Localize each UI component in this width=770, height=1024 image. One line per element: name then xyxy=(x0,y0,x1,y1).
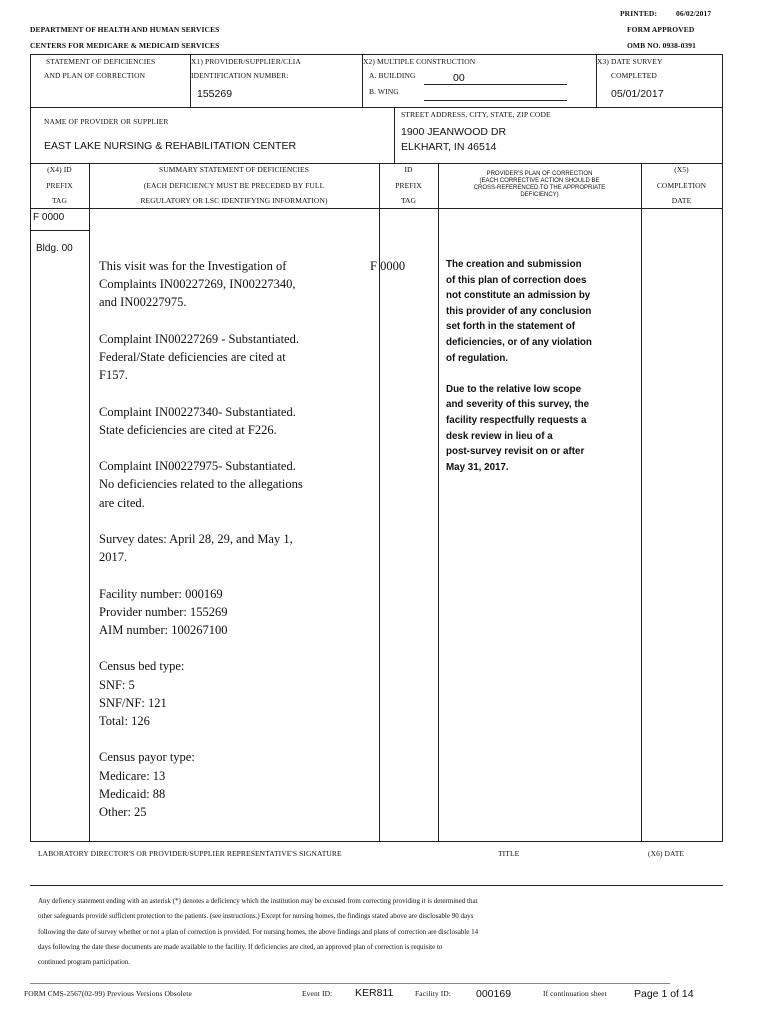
x2-label: X2) MULTIPLE CONSTRUCTION xyxy=(363,57,476,66)
plan-header-3: CROSS-REFERENCED TO THE APPROPRIATE xyxy=(473,185,606,191)
disclaimer xyxy=(38,894,478,970)
id-header-3: TAG xyxy=(400,196,417,205)
summary-header-2: (EACH DEFICIENCY MUST BE PRECEDED BY FULL xyxy=(143,181,325,190)
summary-header-1: SUMMARY STATEMENT OF DEFICIENCIES xyxy=(158,165,309,174)
summary-header-3: REGULATORY OR LSC IDENTIFYING INFORMATION) xyxy=(140,196,328,205)
survey-completed-date: 05/01/2017 xyxy=(611,88,664,100)
plan-header-1: PROVIDER'S PLAN OF CORRECTION xyxy=(486,171,593,177)
x3-label-2: COMPLETED xyxy=(611,71,657,80)
plan-header-2: (EACH CORRECTIVE ACTION SHOULD BE xyxy=(479,178,600,184)
x5-header-2: COMPLETION xyxy=(656,181,707,190)
x4-header-1: (X4) ID xyxy=(47,165,72,174)
form-approved: FORM APPROVED xyxy=(627,25,695,34)
signature-label: LABORATORY DIRECTOR'S OR PROVIDER/SUPPLIER REPRESENTATIVE'S SIGNATURE xyxy=(38,849,342,858)
disclaimer-line: other safeguards provide sufficient protection to the patients. (see instructions.) Except for nursing homes, the findings stated above are disclosable 90 days xyxy=(38,912,474,921)
address-line-2: ELKHART, IN 46514 xyxy=(401,141,497,153)
plan-of-correction: The creation and submission of this plan of correction does not constitute an admission by this provider of any conclusion set forth in the statement of deficiencies, or of any violation of regulation. Due to the relative low scope and severity of this survey, the facility respectfully requests a desk review in lieu of a post-survey revisit on or after May 31, 2017. xyxy=(446,259,592,473)
prefix-tag: F 0000 xyxy=(33,212,65,223)
department-title: DEPARTMENT OF HEALTH AND HUMAN SERVICES xyxy=(30,25,220,34)
id-header-1: ID xyxy=(404,165,413,174)
id-header-2: PREFIX xyxy=(395,181,422,190)
disclaimer-line: Any defiency statement ending with an asterisk (*) denotes a deficiency which the institution may be excused from correcting providing it is determined that xyxy=(38,897,478,905)
x3-label-1: X3) DATE SURVEY xyxy=(597,57,663,66)
x1-label-2: IDENTIFICATION NUMBER: xyxy=(191,71,289,80)
address-line-1: 1900 JEANWOOD DR xyxy=(401,126,507,138)
provider-id-number: 155269 xyxy=(197,88,233,100)
summary-statement: This visit was for the Investigation of Complaints IN00227269, IN00227340, and IN00227975. Complaint IN00227269 - Substantiated. Federal/State deficiencies are cited at F157. Complaint IN00227340- Substantiated. State deficiencies are cited at F226. Complaint IN00227975- Substantiated. No deficiencies related to the allegations are cited. Survey dates: April 28, 29, and May 1, 2017. Facility number: 000169 Provider number: 155269 AIM number: 100267100 Census bed type: SNF: 5 SNF/NF: 121 Total: 126 Census payor type: Medicare: 13 Medicaid: 88 Other: 25 xyxy=(99,259,303,820)
facility-id-value: 000169 xyxy=(476,988,512,1000)
disclaimer-line: continued program participation. xyxy=(38,958,130,967)
printed-date: 06/02/2017 xyxy=(676,9,712,18)
cms-title: CENTERS FOR MEDICARE & MEDICAID SERVICES xyxy=(30,41,220,50)
provider-name: EAST LAKE NURSING & REHABILITATION CENTER xyxy=(44,140,297,152)
building-value: 00 xyxy=(453,72,465,84)
address-label: STREET ADDRESS, CITY, STATE, ZIP CODE xyxy=(401,110,551,119)
statement-label-1: STATEMENT OF DEFICIENCIES xyxy=(46,57,156,66)
facility-id-label: Facility ID: xyxy=(415,989,451,998)
form-number: FORM CMS-2567(02-99) Previous Versions Obsolete xyxy=(24,989,192,998)
printed-label: PRINTED: xyxy=(620,9,658,18)
omb-number: OMB NO. 0938-0391 xyxy=(627,41,696,50)
x5-header-1: (X5) xyxy=(674,165,689,174)
x5-header-3: DATE xyxy=(671,196,692,205)
title-label: TITLE xyxy=(498,849,520,858)
wing-label: B. WING xyxy=(369,87,399,96)
continuation-label: If continuation sheet xyxy=(543,989,607,998)
disclaimer-line: days following the date these documents are made available to the facility. If deficiencies are cited, an approved plan of correction is requisite to xyxy=(38,942,443,951)
disclaimer-line: following the date of survey whether or not a plan of correction is provided. For nursing homes, the above findings and plans of correction are disclosable 14 xyxy=(38,927,479,936)
building-label: A. BUILDING xyxy=(369,71,416,80)
event-id-value: KER811 xyxy=(355,987,394,999)
x6-date-label: (X6) DATE xyxy=(648,849,685,858)
plan-header-4: DEFICIENCY) xyxy=(520,192,559,198)
id-prefix-tag: F 0000 xyxy=(370,259,406,273)
x4-header-2: PREFIX xyxy=(46,181,73,190)
event-id-label: Event ID: xyxy=(302,989,333,998)
building-tag: Bldg. 00 xyxy=(36,243,73,254)
x4-header-3: TAG xyxy=(51,196,68,205)
statement-label-2: AND PLAN OF CORRECTION xyxy=(44,71,146,80)
x1-label-1: X1) PROVIDER/SUPPLIER/CLIA xyxy=(191,57,301,66)
page-number: Page 1 of 14 xyxy=(634,988,694,1000)
provider-name-label: NAME OF PROVIDER OR SUPPLIER xyxy=(44,117,169,126)
